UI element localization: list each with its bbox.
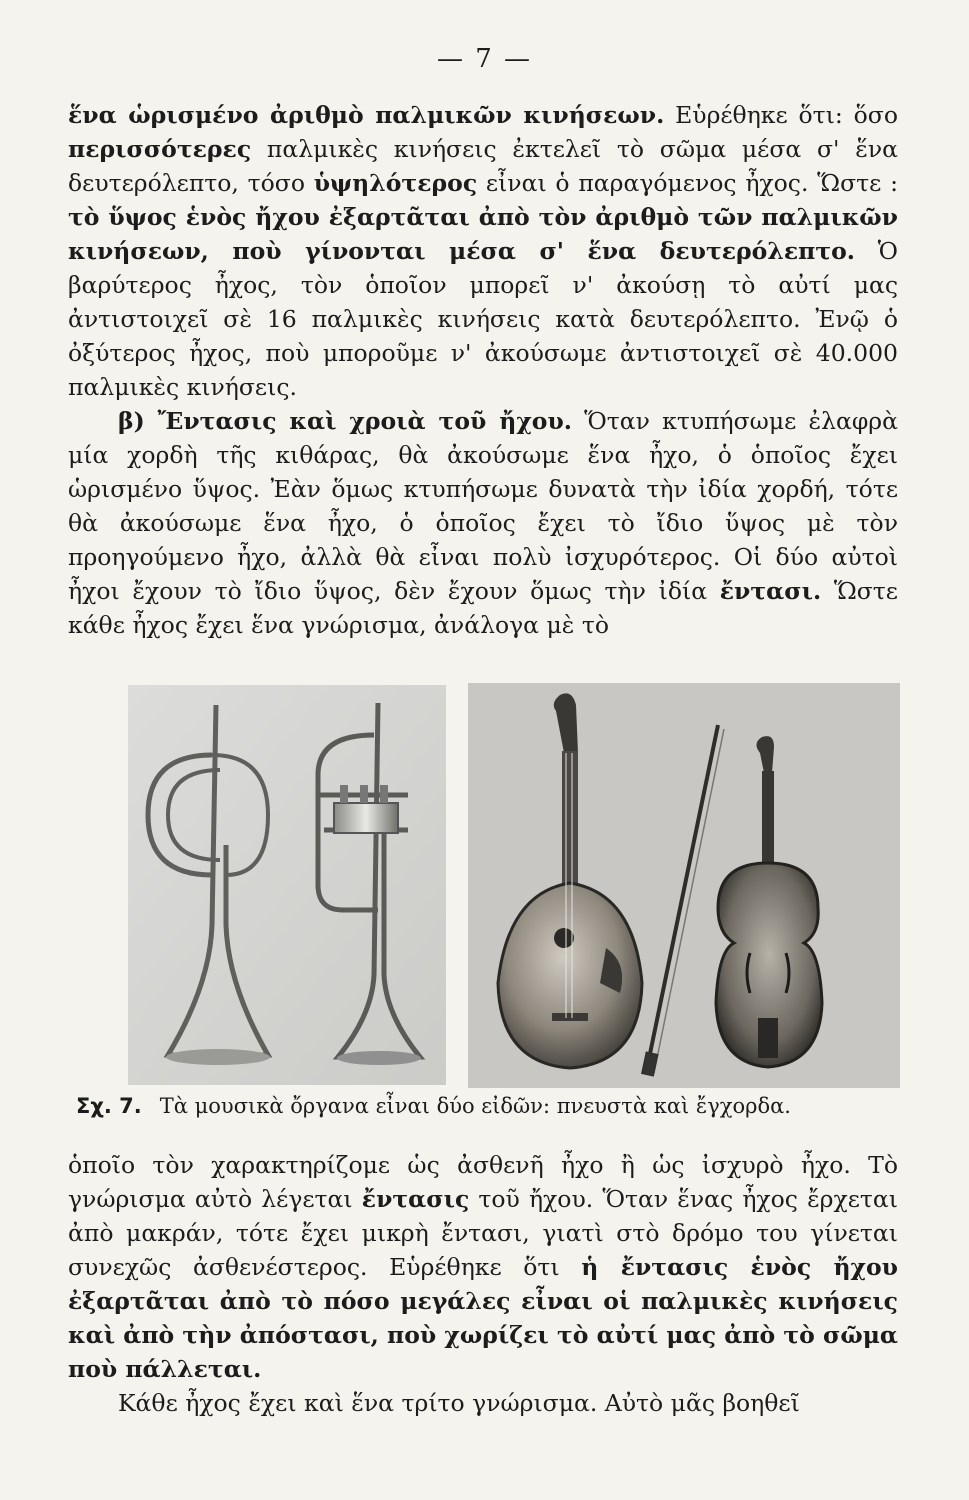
text-span: εἶναι ὁ παραγόμενος ἦχος. Ὥστε :: [477, 169, 898, 197]
paragraph: [68, 1148, 898, 1386]
string-instruments-photo: [468, 683, 900, 1088]
bold-text: ἔντασι.: [719, 577, 822, 605]
text-span: Ὁ βαρύτερος ἦχος, τὸν ὁποῖον μπορεῖ ν' ἀκούσῃ τὸ αὐτί μας ἀντιστοιχεῖ σὲ 16 παλμικὲς κινήσεις κατὰ δευτερόλεπτο. Ἐνῷ ὁ ὀξύτερος ἦχος, ποὺ μποροῦμε ν' ἀκούσωμε ἀντιστοιχεῖ σὲ 40.000 παλμικὲς κινήσεις.: [68, 237, 898, 401]
text-span: Ὅταν κτυπήσωμε ἐλαφρὰ μία χορδὴ τῆς κιθάρας, θὰ ἀκούσωμε ἕνα ἦχο, ὁ ὁποῖος ἔχει ὡρισμένο ὕψος. Ἐὰν ὅμως κτυπήσωμε δυνατὰ τὴν ἰδία χορδή, τότε θὰ ἀκούσωμε ἕνα ἦχο, ὁ ὁποῖος ἔχει τὸ ἴδιο ὕψος μὲ τὸν προηγούμενο ἦχο, ἀλλὰ θὰ εἶναι πολὺ ἰσχυρότερος. Οἱ δύο αὐτοὶ ἦχοι ἔχουν τὸ ἴδιο ὕψος, δὲν ἔχουν ὅμως τὴν ἰδία: [68, 407, 898, 605]
paragraph: [68, 404, 898, 642]
bold-text: β) Ἔντασις καὶ χροιὰ τοῦ ἤχου.: [118, 407, 572, 435]
figure-7: [128, 685, 903, 1085]
figure-caption: [76, 1094, 906, 1118]
bold-text: ὑψηλότερος: [313, 169, 478, 197]
paragraph: [68, 98, 898, 404]
text-span: Κάθε ἦχος ἔχει καὶ ἕνα τρίτο γνώρισμα. Αὐτὸ μᾶς βοηθεῖ: [118, 1389, 800, 1417]
text-span: Ὥστε κάθε ἦχος ἔχει ἕνα γνώρισμα, ἀνάλογα μὲ τὸ: [68, 577, 898, 639]
paragraph: [68, 1386, 898, 1420]
bold-text: ἡ ἔντασις ἑνὸς ἤχου ἐξαρτᾶται ἀπὸ τὸ πόσο μεγάλες εἶναι οἱ παλμικὲς κινήσεις καὶ ἀπὸ τὴν ἀπόστασι, ποὺ χωρίζει τὸ αὐτί μας ἀπὸ τὸ σῶμα ποὺ πάλλεται.: [68, 1253, 898, 1383]
bold-text: περισσότερες: [68, 135, 252, 163]
bold-text: ἔντασις: [361, 1185, 470, 1213]
text-span: ὁποῖο τὸν χαρακτηρίζομε ὡς ἀσθενῆ ἦχο ἢ ὡς ἰσχυρὸ ἦχο. Τὸ γνώρισμα αὐτὸ λέγεται: [68, 1151, 898, 1213]
bottom-text-block: [68, 1148, 898, 1420]
figure-label: Σχ. 7.: [76, 1094, 142, 1118]
figure-caption-text: Τὰ μουσικὰ ὄργανα εἶναι δύο εἰδῶν: πνευστὰ καὶ ἔγχορδα.: [159, 1094, 791, 1118]
bold-text: τὸ ὕψος ἑνὸς ἤχου ἐξαρτᾶται ἀπὸ τὸν ἀριθμὸ τῶν παλμικῶν κινήσεων, ποὺ γίνονται μέσα σ' ἕνα δευτερόλεπτο.: [68, 203, 898, 265]
bold-text: ἕνα ὡρισμένο ἀριθμὸ παλμικῶν κινήσεων.: [68, 101, 665, 129]
text-span: τοῦ ἤχου. Ὅταν ἕνας ἦχος ἔρχεται ἀπὸ μακράν, τότε ἔχει μικρὴ ἔντασι, γιατὶ στὸ δρόμο του γίνεται συνεχῶς ἀσθενέστερος. Εὑρέθηκε ὅτι: [68, 1185, 898, 1281]
wind-instruments-photo: [128, 685, 446, 1085]
trumpet-valves-icon: [334, 803, 398, 833]
page-number: — 7 —: [436, 44, 533, 74]
top-text-block: [68, 98, 898, 642]
text-span: παλμικὲς κινήσεις ἐκτελεῖ τὸ σῶμα μέσα σ' ἕνα δευτερόλεπτο, τόσο: [68, 135, 898, 197]
bugle-bell-icon: [166, 1049, 270, 1065]
text-span: Εὑρέθηκε ὅτι: ὅσο: [664, 101, 898, 129]
